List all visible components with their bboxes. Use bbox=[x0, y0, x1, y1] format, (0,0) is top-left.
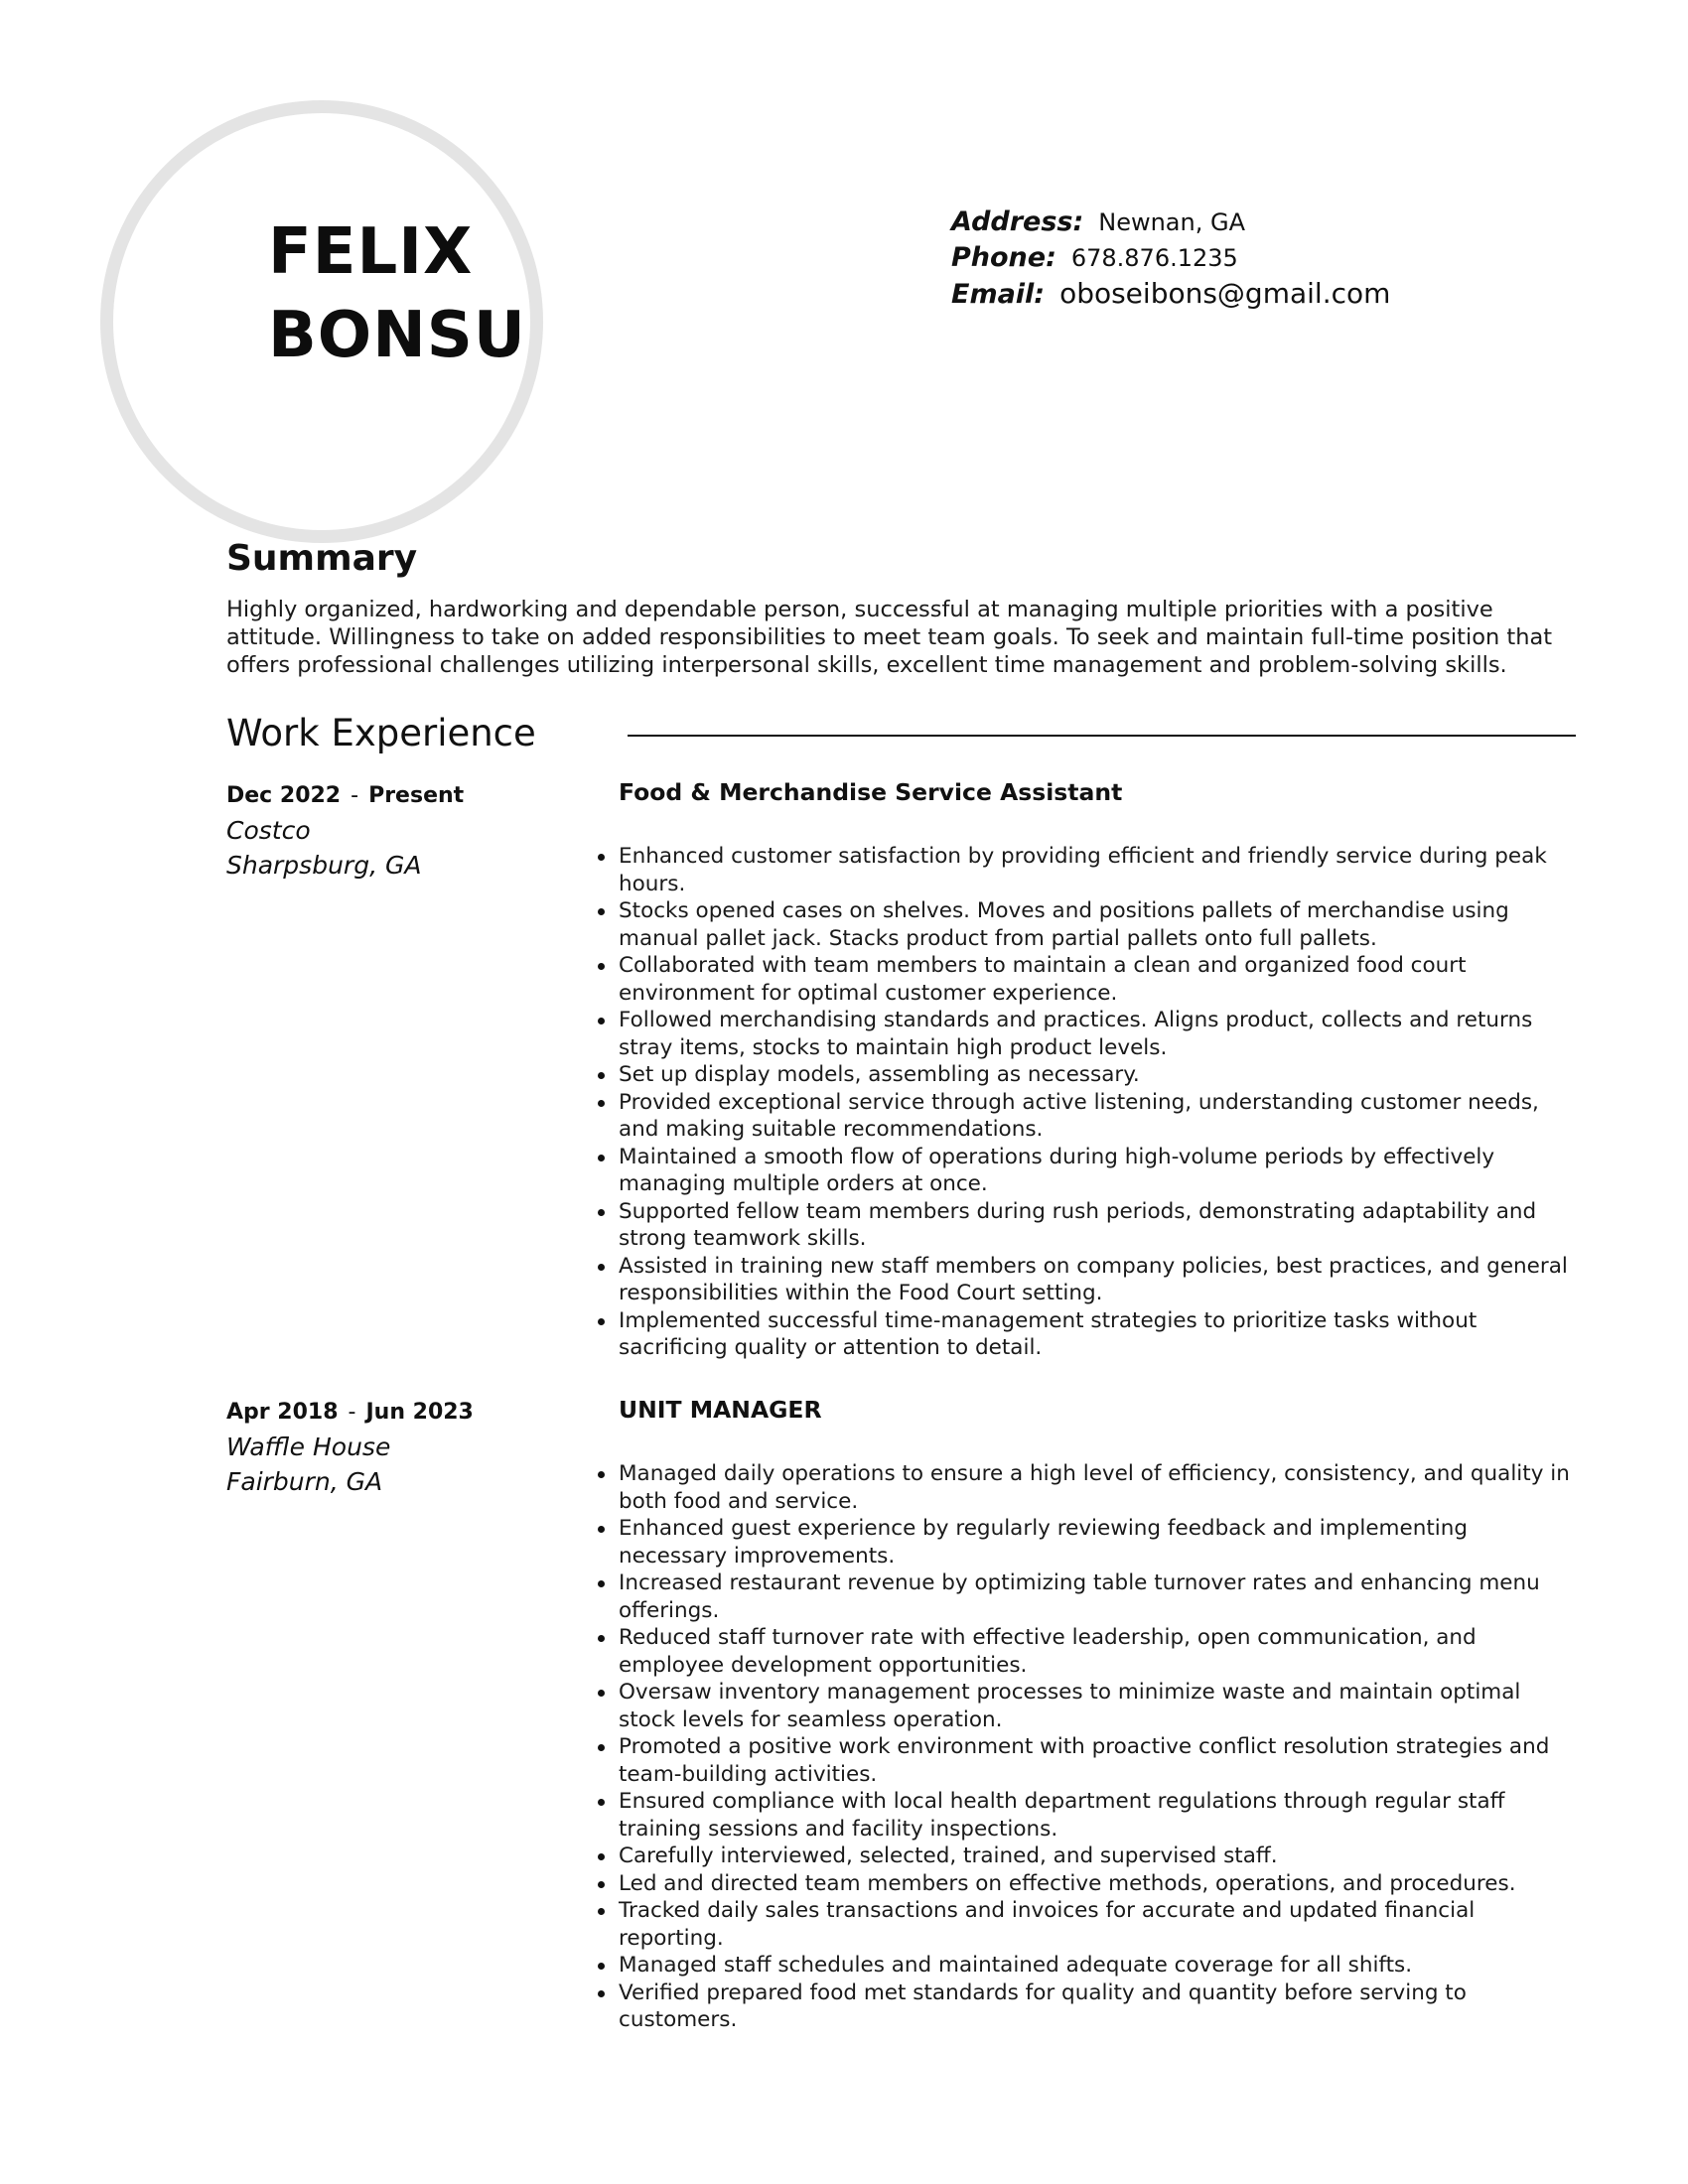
address-value: Newnan, GA bbox=[1098, 208, 1245, 236]
list-item: Led and directed team members on effective methods, operations, and procedures. bbox=[619, 1870, 1582, 1898]
email-row bbox=[951, 276, 1390, 313]
list-item: Oversaw inventory management processes to minimize waste and maintain optimal stock levels for seamless operation. bbox=[619, 1679, 1582, 1733]
list-item: Collaborated with team members to maintain a clean and organized food court environment for optimal customer experience. bbox=[619, 952, 1582, 1007]
list-item: Increased restaurant revenue by optimizing table turnover rates and enhancing menu offerings. bbox=[619, 1570, 1582, 1624]
list-item: Provided exceptional service through active listening, understanding customer needs, and making suitable recommendations. bbox=[619, 1089, 1582, 1144]
candidate-name bbox=[268, 210, 526, 377]
job-title-waffle-house: UNIT MANAGER bbox=[619, 1396, 822, 1424]
job-meta-costco bbox=[226, 779, 464, 883]
job-start-date: Apr 2018 bbox=[226, 1400, 339, 1425]
summary-heading: Summary bbox=[226, 538, 418, 579]
date-dash: - bbox=[348, 1400, 356, 1425]
list-item: Tracked daily sales transactions and invoices for accurate and updated financial reporting. bbox=[619, 1897, 1582, 1952]
list-item: Enhanced customer satisfaction by providing efficient and friendly service during peak hours. bbox=[619, 843, 1582, 897]
list-item: Ensured compliance with local health department regulations through regular staff training sessions and facility inspections. bbox=[619, 1788, 1582, 1843]
job-bullets-waffle-house bbox=[619, 1460, 1582, 2034]
job-end-date: Present bbox=[368, 783, 465, 808]
list-item: Assisted in training new staff members on company policies, best practices, and general responsibilities within the Food Court setting. bbox=[619, 1253, 1582, 1307]
list-item: Reduced staff turnover rate with effective leadership, open communication, and employee development opportunities. bbox=[619, 1624, 1582, 1679]
job-location: Sharpsburg, GA bbox=[226, 851, 422, 880]
section-divider bbox=[628, 735, 1576, 737]
email-label: Email: bbox=[951, 279, 1046, 310]
date-dash: - bbox=[351, 783, 359, 808]
phone-value: 678.876.1235 bbox=[1070, 244, 1238, 272]
list-item: Followed merchandising standards and practices. Aligns product, collects and returns stray items, stocks to maintain high product levels. bbox=[619, 1007, 1582, 1061]
job-start-date: Dec 2022 bbox=[226, 783, 342, 808]
address-label: Address: bbox=[951, 206, 1084, 237]
job-dates bbox=[226, 1396, 474, 1430]
first-name: FELIX bbox=[268, 215, 474, 289]
phone-label: Phone: bbox=[951, 242, 1056, 273]
list-item: Set up display models, assembling as necessary. bbox=[619, 1061, 1582, 1089]
job-company: Waffle House bbox=[226, 1433, 391, 1461]
work-experience-heading: Work Experience bbox=[226, 712, 536, 754]
list-item: Enhanced guest experience by regularly reviewing feedback and implementing necessary improvements. bbox=[619, 1515, 1582, 1570]
list-item: Promoted a positive work environment with proactive conflict resolution strategies and team-building activities. bbox=[619, 1733, 1582, 1788]
job-end-date: Jun 2023 bbox=[365, 1400, 474, 1425]
contact-block bbox=[951, 205, 1390, 313]
list-item: Implemented successful time-management strategies to prioritize tasks without sacrificing quality or attention to detail. bbox=[619, 1307, 1582, 1362]
job-meta-waffle-house bbox=[226, 1396, 474, 1499]
list-item: Stocks opened cases on shelves. Moves and positions pallets of merchandise using manual pallet jack. Stacks product from partial pallets onto full pallets. bbox=[619, 897, 1582, 952]
list-item: Maintained a smooth flow of operations during high-volume periods by effectively managing multiple orders at once. bbox=[619, 1144, 1582, 1198]
summary-text: Highly organized, hardworking and dependable person, successful at managing multiple priorities with a positive attitude. Willingness to take on added responsibilities to meet team goals. To seek and maintain full-time position that offers professional challenges utilizing interpersonal skills, excellent time management and problem-solving skills. bbox=[226, 597, 1553, 678]
job-title-costco: Food & Merchandise Service Assistant bbox=[619, 778, 1123, 806]
last-name: BONSU bbox=[268, 299, 526, 372]
list-item: Managed staff schedules and maintained adequate coverage for all shifts. bbox=[619, 1952, 1582, 1979]
list-item: Managed daily operations to ensure a high level of efficiency, consistency, and quality in both food and service. bbox=[619, 1460, 1582, 1515]
list-item: Supported fellow team members during rush periods, demonstrating adaptability and strong teamwork skills. bbox=[619, 1198, 1582, 1253]
email-value[interactable]: oboseibons@gmail.com bbox=[1059, 277, 1391, 310]
address-row bbox=[951, 205, 1390, 240]
job-bullets-costco bbox=[619, 843, 1582, 1362]
job-company: Costco bbox=[226, 816, 311, 845]
list-item: Verified prepared food met standards for quality and quantity before serving to customers. bbox=[619, 1979, 1582, 2034]
phone-row bbox=[951, 240, 1390, 276]
job-dates bbox=[226, 779, 464, 813]
job-location: Fairburn, GA bbox=[226, 1467, 383, 1496]
list-item: Carefully interviewed, selected, trained, and supervised staff. bbox=[619, 1843, 1582, 1870]
